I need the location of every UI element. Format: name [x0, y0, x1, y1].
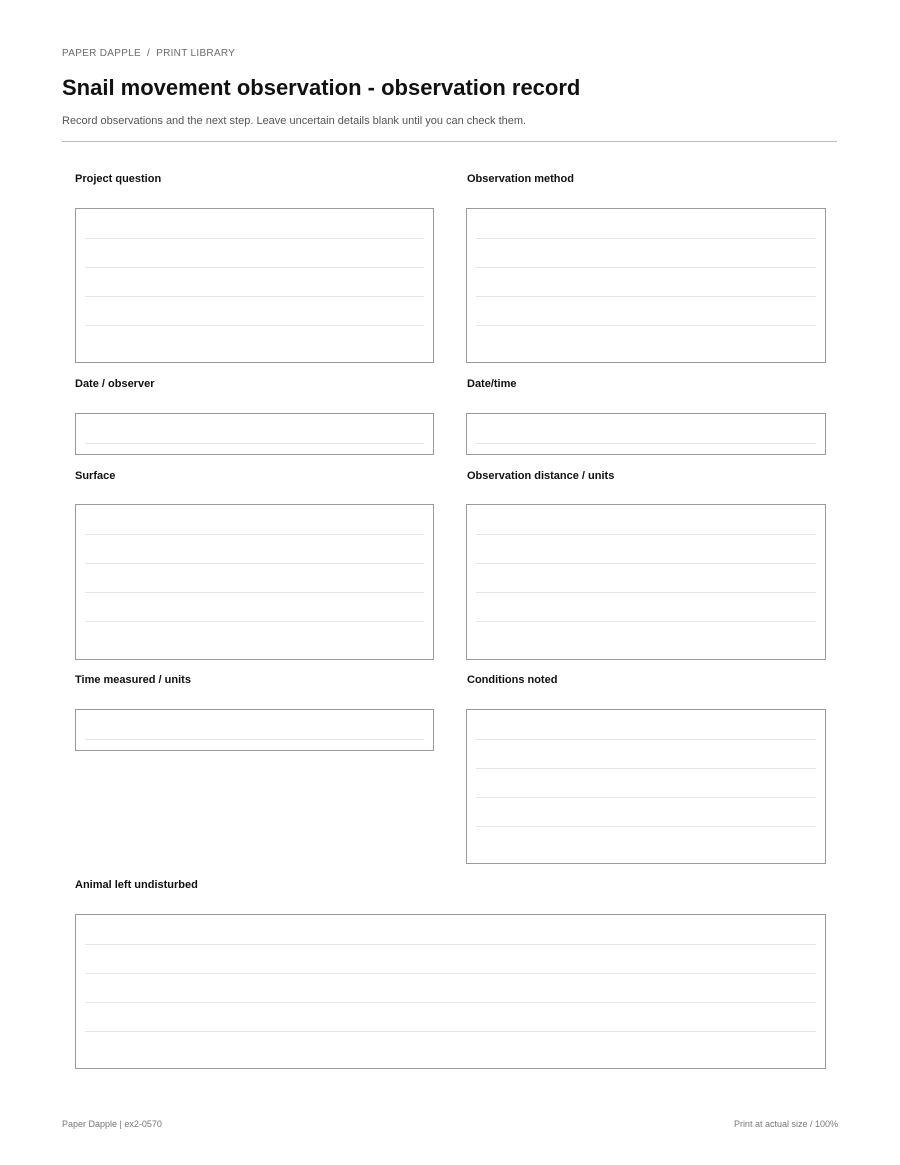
- writing-line: [85, 563, 424, 564]
- animal-left-undisturbed-field[interactable]: [75, 914, 826, 1069]
- breadcrumb-separator: /: [147, 48, 151, 59]
- writing-line: [476, 563, 816, 564]
- writing-line: [85, 1002, 816, 1003]
- surface-label: Surface: [75, 470, 116, 482]
- project-question-field[interactable]: [75, 208, 434, 363]
- writing-line: [476, 443, 816, 444]
- surface-field[interactable]: [75, 504, 434, 660]
- writing-line: [85, 267, 424, 268]
- footer-source: Paper Dapple | ex2-0570: [62, 1119, 162, 1129]
- writing-line: [85, 973, 816, 974]
- writing-line: [85, 592, 424, 593]
- date-observer-field[interactable]: [75, 413, 434, 455]
- writing-line: [476, 267, 816, 268]
- writing-line: [85, 238, 424, 239]
- writing-line: [85, 1031, 816, 1032]
- writing-line: [476, 325, 816, 326]
- conditions-noted-label: Conditions noted: [467, 674, 558, 686]
- writing-line: [476, 739, 816, 740]
- writing-line: [476, 238, 816, 239]
- writing-line: [85, 944, 816, 945]
- observation-method-field[interactable]: [466, 208, 826, 363]
- date-time-label: Date/time: [467, 378, 517, 390]
- writing-line: [476, 768, 816, 769]
- observation-distance-field[interactable]: [466, 504, 826, 660]
- page-title: Snail movement observation - observation record: [62, 75, 581, 100]
- writing-line: [476, 797, 816, 798]
- observation-distance-label: Observation distance / units: [467, 470, 615, 482]
- writing-line: [85, 739, 424, 740]
- breadcrumb-item-paper-dapple: PAPER DAPPLE: [62, 48, 142, 59]
- animal-left-undisturbed-label: Animal left undisturbed: [75, 879, 198, 891]
- writing-line: [85, 443, 424, 444]
- time-measured-field[interactable]: [75, 709, 434, 751]
- time-measured-label: Time measured / units: [75, 674, 191, 686]
- date-observer-label: Date / observer: [75, 378, 155, 390]
- date-time-field[interactable]: [466, 413, 826, 455]
- writing-line: [85, 296, 424, 297]
- observation-method-label: Observation method: [467, 173, 574, 185]
- writing-line: [476, 592, 816, 593]
- writing-line: [476, 621, 816, 622]
- breadcrumb: [62, 48, 235, 59]
- footer-print-note: Print at actual size / 100%: [733, 1119, 838, 1129]
- breadcrumb-item-print-library: PRINT LIBRARY: [156, 48, 236, 59]
- header-divider: [62, 141, 837, 142]
- writing-line: [476, 826, 816, 827]
- writing-line: [476, 296, 816, 297]
- project-question-label: Project question: [75, 173, 162, 185]
- writing-line: [476, 534, 816, 535]
- writing-line: [85, 621, 424, 622]
- writing-line: [85, 534, 424, 535]
- conditions-noted-field[interactable]: [466, 709, 826, 864]
- writing-line: [85, 325, 424, 326]
- page-subtitle: Record observations and the next step. Leave uncertain details blank until you can check them.: [62, 115, 527, 127]
